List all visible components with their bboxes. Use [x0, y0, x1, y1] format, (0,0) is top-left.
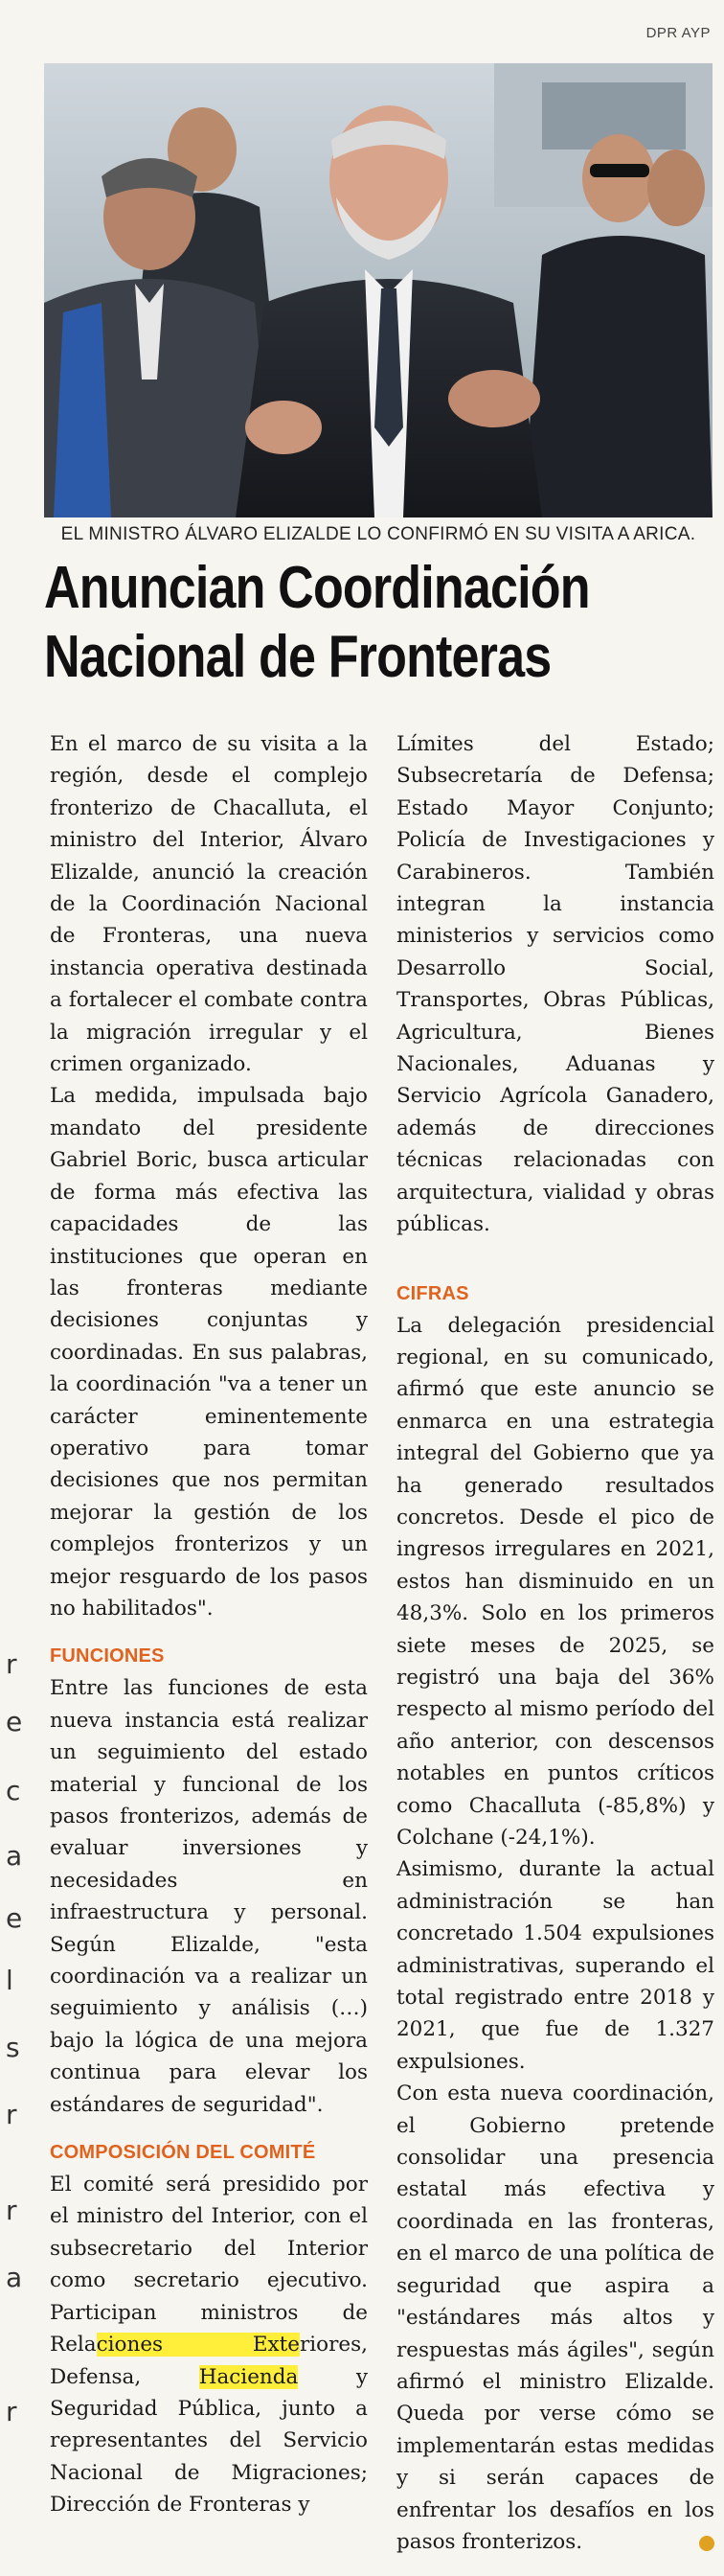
- headline-line-2: Nacional de Fronteras: [44, 624, 552, 690]
- bleed-letter: e: [6, 1902, 23, 1934]
- paragraph-closing: [396, 2078, 714, 2558]
- paragraph-intro: En el marco de su visita a la región, desde el complejo fronterizo de Chacalluta, el ministro del Interior, Álvaro Elizalde, anunció la creación de la Coordinación Nacional de Fronteras, una nueva instancia operativa destinada a fortalecer el combate contra la migración irregular y el crimen organizado.: [50, 732, 368, 1077]
- subhead-cifras: CIFRAS: [396, 1282, 469, 1304]
- headline: [44, 554, 605, 692]
- bleed-letter: a: [6, 2262, 23, 2293]
- bleed-letter: a: [6, 1840, 23, 1872]
- article-column-right: [396, 728, 714, 2558]
- text-run: riores, Defensa,: [50, 2333, 368, 2389]
- end-of-article-icon: [699, 2536, 714, 2551]
- subhead-funciones: FUNCIONES: [50, 1645, 165, 1668]
- photo-credit: DPR AYP: [645, 25, 711, 41]
- bleed-letter: s: [6, 2032, 20, 2063]
- paragraph-functions: Entre las funciones de esta nueva instancia está realizar un seguimiento del estado material y funcional de los pasos fronterizos, además de evaluar inversiones y necesidades en infraestructura y personal. Según Elizalde, "esta coordinación va a realizar un seguimiento y análisis (…) bajo la lógica de una mejora continua para elevar los estándares de seguridad".: [50, 1676, 368, 2117]
- photo-caption: EL MINISTRO ÁLVARO ELIZALDE LO CONFIRMÓ EN SU VISITA A ARICA.: [60, 524, 696, 544]
- bleed-letter: c: [6, 1775, 21, 1806]
- photo-illustration: [44, 63, 713, 518]
- text-run: y Seguridad Pública, junto a representantes del Servicio Nacional de Migraciones; Dirección de Fronteras y: [50, 2364, 369, 2518]
- paragraph-figures: La delegación presidencial regional, en su comunicado, afirmó que este anuncio se enmarca en una estrategia integral del Gobierno que ya ha generado resultados concretos. Desde el pico de ingresos irregulares en 2021, estos han disminuido en un 48,3%. Solo en los primeros siete meses de 2025, se registró una baja del 36% respecto al mismo período del año anterior, con descensos notables en puntos críticos como Chacalluta (-85,8%) y Colchane (-24,1%).: [396, 1313, 714, 1850]
- text-run: Con esta nueva coordinación, el Gobierno pretende consolidar una presencia estatal más efectiva y coordinada en las fronteras, en el marco de una política de seguridad que aspira a "estándares más altos y respuestas más ágiles", según afirmó el ministro Elizalde. Queda por verse cómo se implementarán estas medidas y si serán capaces de enfrentar los desafíos en los pasos fronterizos.: [396, 2082, 714, 2554]
- paragraph-composition: [50, 2169, 368, 2520]
- highlighted-text: Hacienda: [198, 2364, 299, 2389]
- bleed-letter: r: [6, 2195, 17, 2226]
- bleed-letter: l: [6, 1965, 13, 1996]
- paragraph-composition-continued: Límites del Estado; Subsecretaría de Defensa; Estado Mayor Conjunto; Policía de Investigaciones y Carabineros. También integran la instancia ministerios y servicios como Desarrollo Social, Transportes, Obras Públicas, Agricultura, Bienes Nacionales, Aduanas y Servicio Agrícola Ganadero, además de direcciones técnicas relacionadas con arquitectura, vialidad y obras públicas.: [396, 732, 714, 1237]
- bleed-letter: r: [6, 1648, 17, 1680]
- bleed-letter: r: [6, 2099, 17, 2130]
- adjacent-page-bleed: [0, 0, 44, 2576]
- text-run: El comité será presidido por el ministro del Interior, con el subsecretario del Interior como secretario ejecutivo. Participan ministros de Rela: [50, 2173, 368, 2358]
- highlighted-text: ciones Exte: [96, 2333, 301, 2358]
- article-column-left: [50, 728, 368, 2521]
- headline-line-1: Anuncian Coordinación: [44, 555, 590, 621]
- paragraph-expulsions: Asimismo, durante la actual administración se han concretado 1.504 expulsiones administrativas, superando el total registrado entre 2018 y 2021, que fue de 1.327 expulsiones.: [396, 1857, 714, 2074]
- bleed-letter: e: [6, 1706, 23, 1737]
- subhead-composicion: COMPOSICIÓN DEL COMITÉ: [50, 2142, 316, 2164]
- paragraph-measure: La medida, impulsada bajo mandato del presidente Gabriel Boric, busca articular de forma más efectiva las capacidades de las instituciones que operan en las fronteras mediante decisiones conjuntas y coordinadas. En sus palabras, la coordinación "va a tener un carácter eminentemente operativo para tomar decisiones que nos permitan mejorar la gestión de los complejos fronterizos y un mejor resguardo de los pasos no habilitados".: [50, 1084, 368, 1621]
- bleed-letter: r: [6, 2396, 17, 2427]
- news-photo: [44, 63, 713, 518]
